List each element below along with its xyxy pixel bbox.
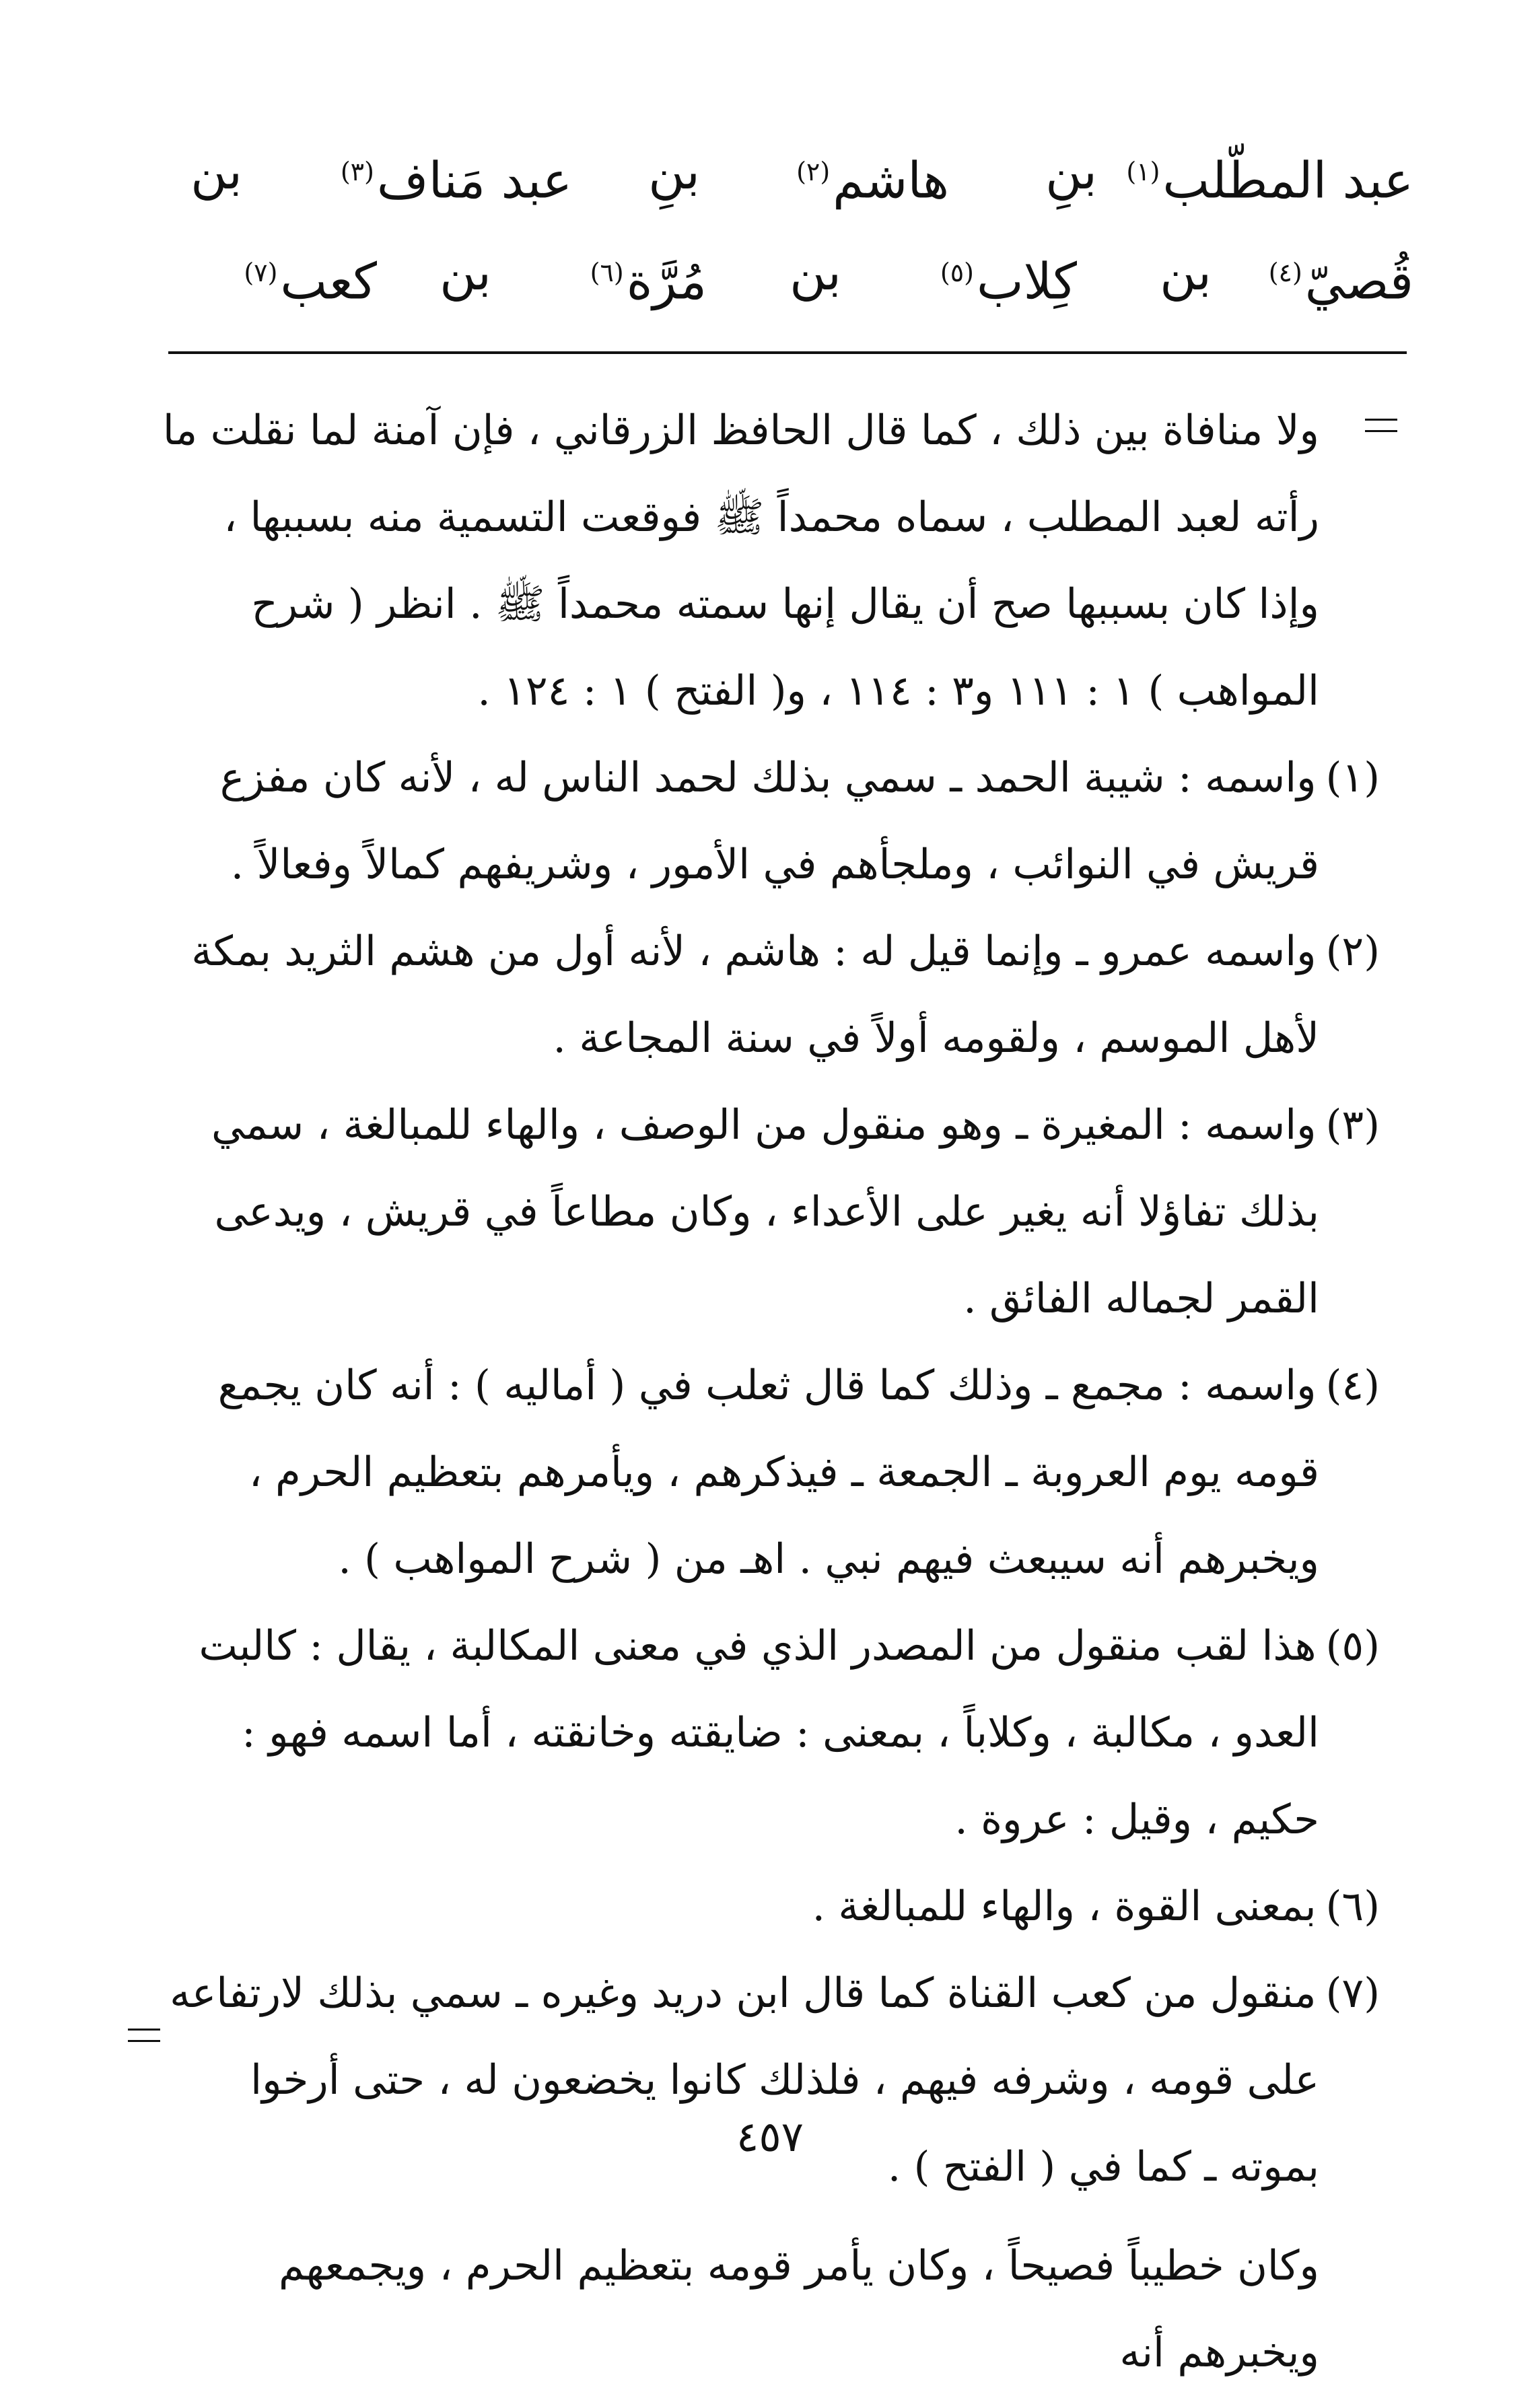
lineage-name: عبد مَناف$^{(٣)}$ bbox=[340, 151, 572, 210]
footnote-text: واسمه عمرو ـ وإنما قيل له : هاشم ، لأنه أول من هشم الثريد بمكة لأهل الموسم ، ولقومه أولاً في سنة المجاعة . bbox=[191, 927, 1319, 1062]
lineage-word-bin: بن bbox=[1160, 244, 1212, 302]
lineage-line-2 bbox=[148, 222, 1413, 323]
footnote-ref[interactable]: (٦) bbox=[590, 258, 624, 287]
footnote-text: واسمه : المغيرة ـ وهو منقول من الوصف ، والهاء للمبالغة ، سمي بذلك تفاؤلا أنه يغير على الأعداء ، وكان مطاعاً في قريش ، ويدعى القمر لجماله الفائق . bbox=[211, 1101, 1319, 1323]
trailing-footnote: وكان خطيباً فصيحاً ، وكان يأمر قومه بتعظيم الحرم ، ويجمعهم ويخبرهم أنه bbox=[279, 2242, 1319, 2376]
lineage-word-bin: بنِ bbox=[648, 143, 700, 201]
footnote-ref[interactable]: (٥) bbox=[940, 258, 974, 287]
lineage-word-bin: بنِ bbox=[1045, 143, 1097, 201]
lineage-name: هاشم$^{(٢)}$ bbox=[796, 151, 949, 210]
lineage-name: كِلاب$^{(٥)}$ bbox=[940, 252, 1077, 311]
footnote-separator bbox=[168, 351, 1407, 354]
footnote-text: واسمه : شيبة الحمد ـ سمي بذلك لحمد الناس له ، لأنه كان مفزع قريش في النوائب ، وملجأهم في الأمور ، وشريفهم كمالاً وفعالاً . bbox=[219, 754, 1319, 888]
footnote-text: واسمه : مجمع ـ وذلك كما قال ثعلب في ( أماليه ) : أنه كان يجمع قومه يوم العروبة ـ الجمعة ـ فيذكرهم ، ويأمرهم بتعظيم الحرم ، ويخبرهم أنه سيبعث فيهم نبي . اهـ من ( شرح المواهب ) . bbox=[217, 1362, 1319, 1583]
footnotes-section bbox=[151, 387, 1380, 2396]
footnote-3 bbox=[151, 1082, 1380, 1342]
footnote-number: (٤) bbox=[1325, 1362, 1380, 1409]
footnote-text: هذا لقب منقول من المصدر الذي في معنى المكالبة ، يقال : كالبت العدو ، مكالبة ، وكلاباً ، بمعنى : ضايقته وخانقته ، أما اسمه فهو : حكيم ، وقيل : عروة . bbox=[199, 1622, 1319, 1843]
footnote-number: (٦) bbox=[1325, 1882, 1380, 1930]
footnote-ref[interactable]: (١) bbox=[1126, 157, 1160, 186]
footnote-ref[interactable]: (٢) bbox=[796, 157, 831, 186]
continuation-mark-bottom bbox=[128, 2029, 160, 2031]
lineage-name: عبد المطّلب$^{(١)}$ bbox=[1126, 151, 1413, 210]
continued-footnote: ولا منافاة بين ذلك ، كما قال الحافظ الزرقاني ، فإن آمنة لما نقلت ما رأته لعبد المطلب ، سماه محمداً ﷺ فوقعت التسمية منه بسببها ، وإذا كان بسببها صح أن يقال إنها سمته محمداً ﷺ . انظر ( شرح المواهب ) ١ : ١١١ و٣ : ١١٤ ، و( الفتح ) ١ : ١٢٤ . bbox=[162, 407, 1319, 715]
footnote-7 bbox=[151, 1950, 1380, 2210]
lineage-name: كعب$^{(٧)}$ bbox=[244, 252, 377, 311]
footnote-text: بمعنى القوة ، والهاء للمبالغة . bbox=[812, 1882, 1317, 1930]
lineage-name: مُرَّة$^{(٦)}$ bbox=[590, 252, 707, 311]
footnote-5 bbox=[151, 1602, 1380, 1863]
footnote-number: (٣) bbox=[1325, 1101, 1380, 1149]
footnote-text: منقول من كعب القناة كما قال ابن دريد وغيره ـ سمي بذلك لارتفاعه على قومه ، وشرفه فيهم ، فلذلك كانوا يخضعون له ، حتى أرخوا بموته ـ كما في ( الفتح ) . bbox=[170, 1969, 1319, 2191]
footnote-1 bbox=[151, 734, 1380, 908]
lineage-word-bin: بن bbox=[440, 244, 491, 302]
footnote-number: (٥) bbox=[1325, 1622, 1380, 1670]
lineage-name: قُصيّ$^{(٤)}$ bbox=[1268, 252, 1413, 311]
footnote-number: (٧) bbox=[1325, 1969, 1380, 2017]
footnote-ref[interactable]: (٤) bbox=[1268, 258, 1302, 287]
footnote-4 bbox=[151, 1342, 1380, 1602]
footnote-ref[interactable]: (٧) bbox=[244, 258, 278, 287]
lineage-line-1 bbox=[148, 121, 1413, 222]
footnote-ref[interactable]: (٣) bbox=[340, 157, 374, 186]
lineage-word-bin: بن bbox=[790, 244, 841, 302]
footnote-number: (١) bbox=[1325, 754, 1380, 802]
page-number: ٤٥٧ bbox=[736, 2112, 804, 2161]
footnote-number: (٢) bbox=[1325, 927, 1380, 975]
footnote-6 bbox=[151, 1863, 1380, 1950]
lineage-word-bin: بن bbox=[190, 143, 242, 201]
footnote-2 bbox=[151, 908, 1380, 1082]
